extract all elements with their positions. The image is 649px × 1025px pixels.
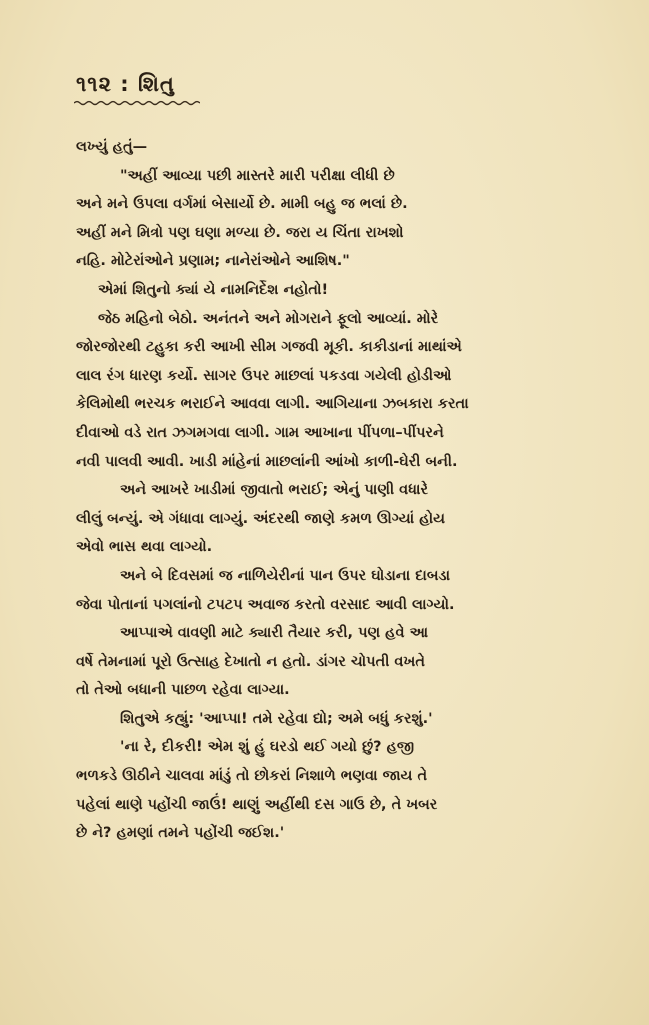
text-line: નવી પાલવી આવી. ખાડી માંહેનાં માછલાંની આંખો કાળી-ઘેરી બની. (76, 453, 458, 470)
text-line: કેલિમોથી ભરચક ભરાઈને આવવા લાગી. આગિયાના ઝબકારા કરતા (76, 396, 469, 413)
text-line: જેવા પોતાનાં પગલાંનો ટપટપ અવાજ કરતો વરસાદ આવી લાગ્યો. (76, 596, 455, 613)
text-line: એવો ભાસ થવા લાગ્યો. (76, 539, 213, 556)
text-line: એમાં શિતુનો ક્યાં યે નામનિર્દેશ નહોતો! (98, 281, 329, 298)
text-line: 'ના રે, દીકરી! એમ શું હું ઘરડો થઈ ગયો છું? હજી (120, 739, 415, 756)
page-body-text (76, 133, 576, 848)
text-line: લાલ રંગ ધારણ કર્યો. સાગર ઉપર માછલાં પકડવા ગયેલી હોડીઓ (76, 367, 452, 384)
text-line: અને બે દિવસમાં જ નાળિયેરીનાં પાન ઉપર ઘોડાના દાબડા (120, 567, 451, 584)
text-line: જોરજોરથી ટહુકા કરી આખી સીમ ગજવી મૂકી. કાકીડાનાં માથાંએ (76, 339, 462, 356)
text-line: જેઠ મહિનો બેઠો. અનંતને અને મોગરાને ફૂલો આવ્યાં. મોરે (98, 310, 439, 327)
text-line: શિતુએ કહ્યું: 'આપ્પા! તમે રહેવા દ્યો; અમે બધું કરશું.' (120, 710, 433, 727)
text-line: ભળકડે ઊઠીને ચાલવા માંડું તો છોકરાં નિશાળે ભણવા જાય તે (76, 768, 428, 785)
text-line: અહીં મને મિત્રો પણ ઘણા મળ્યા છે. જરા ય ચિંતા રાખશો (76, 224, 404, 241)
text-line: લખ્યું હતું— (76, 139, 148, 155)
text-line: "અહીં આવ્યા પછી માસ્તરે મારી પરીક્ષા લીધી છે (120, 167, 395, 184)
text-line: લીલું બન્યું. એ ગંધાવા લાગ્યું. અંદરથી જાણે કમળ ઊગ્યાં હોય (76, 510, 446, 527)
text-line: છે ને? હમણાં તમને પહોંચી જઈશ.' (76, 825, 285, 842)
text-line: નહિ. મોટેરાંઓને પ્રણામ; નાનેરાંઓને આશિષ." (76, 253, 350, 270)
text-line: દીવાઓ વડે રાત ઝગમગવા લાગી. ગામ આખાના પીંપળા–પીંપરને (76, 424, 444, 441)
text-line: અને આખરે ખાડીમાં જીવાતો ભરાઈ; એનું પાણી વધારે (120, 482, 428, 499)
text-line: પહેલાં થાણે પહોંચી જાઉં! થાણું અહીંથી દસ ગાઉ છે, તે ખબર (76, 796, 438, 813)
text-line: અને મને ઉપલા વર્ગમાં બેસાર્યો છે. મામી બહુ જ ભલાં છે. (76, 196, 408, 213)
text-line: આપ્પાએ વાવણી માટે ક્યારી તૈયાર કરી, પણ હવે આ (120, 625, 429, 642)
text-line: તો તેઓ બધાની પાછળ રહેવા લાગ્યા. (76, 682, 290, 699)
running-title: શિતુ (137, 72, 175, 96)
page-header (76, 72, 175, 97)
text-line: વર્ષે તેમનામાં પૂરો ઉત્સાહ દેખાતો ન હતો. ડાંગર ચોપતી વખતે (76, 653, 425, 670)
header-wavy-rule (74, 100, 200, 106)
header-separator: : (120, 72, 130, 96)
page-number: ૧૧૨ (76, 72, 112, 96)
